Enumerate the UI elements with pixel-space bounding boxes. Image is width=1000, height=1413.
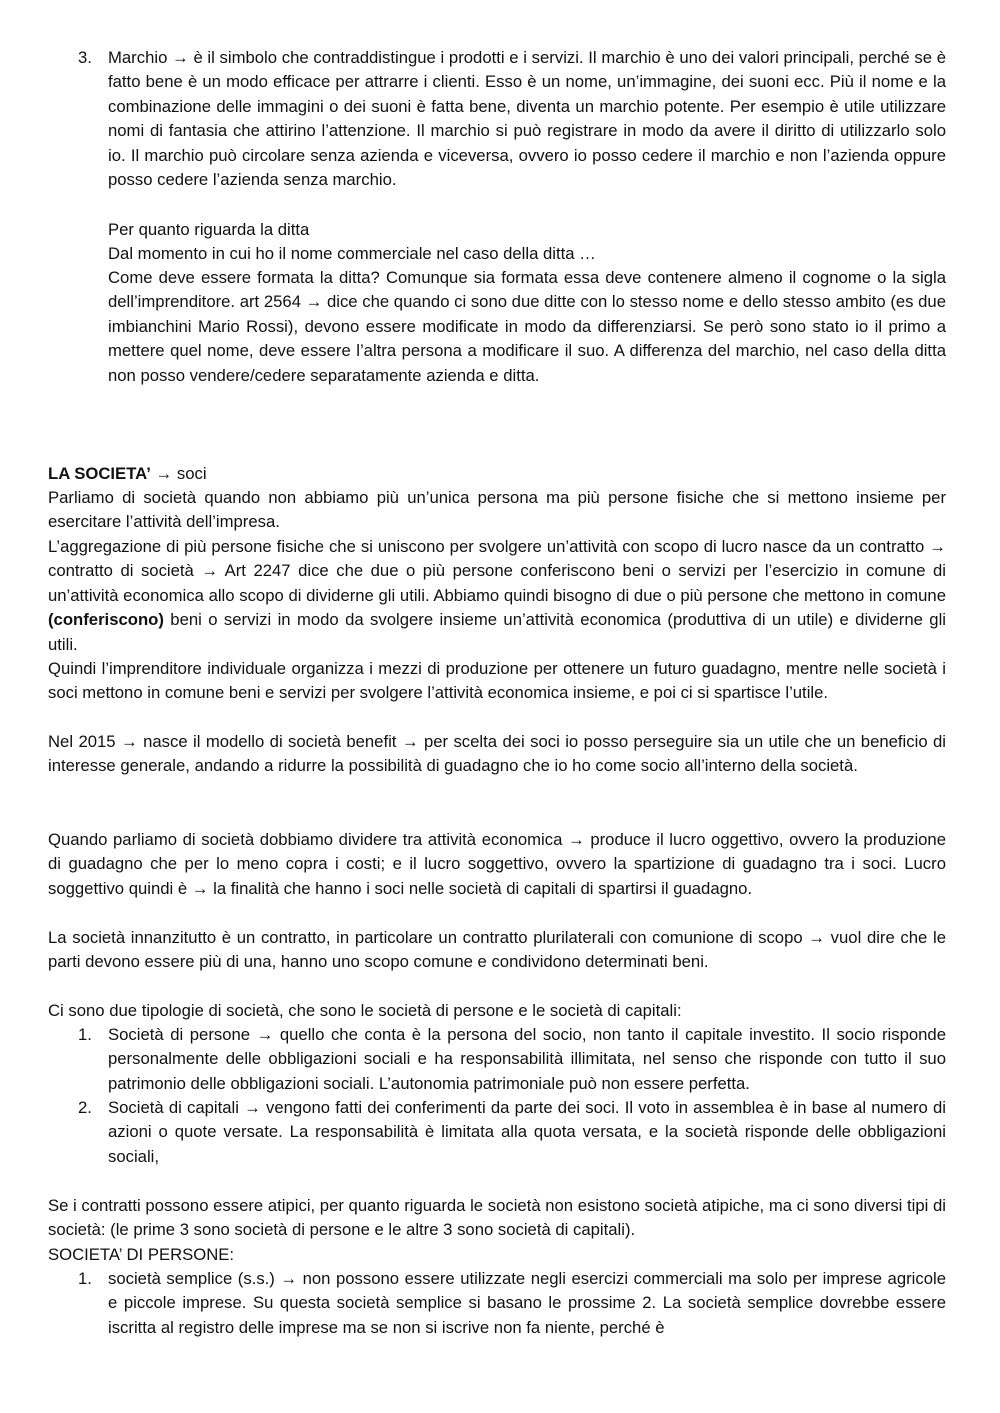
paragraph-2-bold: (conferiscono) bbox=[48, 610, 164, 630]
paragraph-5: Quando parliamo di società dobbiamo dividere tra attività economica → produce il lucro oggettivo, ovvero la produzione di guadagno che per lo meno copra i costi; e il lucro soggettivo, ovvero la spartizione di guadagno tra i soci. Lucro soggettivo quindi è → la finalità che hanno i soci nelle società di capitali di spartirsi il guadagno. bbox=[48, 830, 946, 898]
paragraph-7: Ci sono due tipologie di società, che sono le società di persone e le società di capitali: bbox=[48, 1001, 682, 1020]
list-number: 1. bbox=[78, 1025, 92, 1044]
section-heading-rest: → soci bbox=[150, 464, 207, 483]
list-item-societa-capitali bbox=[78, 1096, 946, 1169]
section-heading-bold: LA SOCIETA’ bbox=[48, 464, 151, 483]
list-number: 1. bbox=[78, 1269, 92, 1288]
ditta-paragraph: Come deve essere formata la ditta? Comunque sia formata essa deve contenere almeno il cognome o la sigla dell’imprenditore. art 2564 → dice che quando ci sono due ditte con lo stesso nome e dello stesso ambito (es due imbianchini Mario Rossi), devono essere modificate in modo da differenziarsi. Se però sono stato io il primo a mettere quel nome, deve essere l’altra persona a modificare il suo. A differenza del marchio, nel caso della ditta non posso vendere/cedere separatamente azienda e ditta. bbox=[108, 268, 946, 385]
paragraph-2-after: beni o servizi in modo da svolgere insieme un’attività economica (produttiva di un utile) e dividerne gli utili. bbox=[48, 610, 946, 654]
paragraph-3: Quindi l’imprenditore individuale organizza i mezzi di produzione per ottenere un futuro guadagno, mentre nelle società i soci mettono in comune beni e servizi per svolgere l’attività economica insieme, e poi ci si spartisce l’utile. bbox=[48, 659, 946, 703]
ditta-line-1: Per quanto riguarda la ditta bbox=[108, 220, 310, 239]
list-item-societa-semplice bbox=[78, 1267, 946, 1340]
list-number: 2. bbox=[78, 1098, 92, 1117]
section-heading bbox=[48, 462, 946, 486]
list-number: 3. bbox=[78, 48, 92, 67]
paragraph-2-before: L’aggregazione di più persone fisiche che si uniscono per svolgere un’attività con scopo di lucro nasce da un contratto → contratto di società → Art 2247 dice che due o più persone conferiscono beni o servizi per l’esercizio in comune di un’attività economica allo scopo di dividerne gli utili. Abbiamo quindi bisogno di due o più persone che mettono in comune bbox=[48, 537, 946, 605]
paragraph-4: Nel 2015 → nasce il modello di società benefit → per scelta dei soci io posso perseguire sia un utile che un beneficio di interesse generale, andando a ridurre la possibilità di guadagno che io ho come socio all’interno della società. bbox=[48, 732, 946, 776]
paragraph-2 bbox=[48, 535, 946, 657]
marchio-paragraph: Marchio → è il simbolo che contraddistingue i prodotti e i servizi. Il marchio è uno dei valori principali, perché se è fatto bene è un modo efficace per attrarre i clienti. Esso è un nome, un’immagine, dei suoni ecc. Più il nome e la combinazione delle immagini o dei suoni è fatta bene, diventa un marchio potente. Per esempio è utile utilizzare nomi di fantasia che attirino l’attenzione. Il marchio si può registrare in modo da avere il diritto di utilizzarlo solo io. Il marchio può circolare senza azienda e viceversa, ovvero io posso cedere il marchio e non l’azienda oppure posso cedere l’azienda senza marchio. bbox=[108, 48, 946, 190]
list-item-text: società semplice (s.s.) → non possono essere utilizzate negli esercizi commerciali ma solo per imprese agricole e piccole imprese. Su questa società semplice si basano le prossime 2. La società semplice dovrebbe essere iscritta al registro delle imprese ma se non si iscrive non fa niente, perché è bbox=[108, 1269, 946, 1337]
list-item-text: Società di capitali → vengono fatti dei conferimenti da parte dei soci. Il voto in assemblea è in base al numero di azioni o quote versate. La responsabilità è limitata alla quota versata, e la società risponde delle obbligazioni sociali, bbox=[108, 1098, 946, 1166]
paragraph-8: Se i contratti possono essere atipici, per quanto riguarda le società non esistono società atipiche, ma ci sono diversi tipi di società: (le prime 3 sono società di persone e le altre 3 sono società di capitali). bbox=[48, 1196, 946, 1240]
list-item-marchio bbox=[78, 46, 946, 192]
subheading-societa-persone: SOCIETA’ DI PERSONE: bbox=[48, 1245, 235, 1264]
list-item-societa-persone bbox=[78, 1023, 946, 1096]
paragraph-1: Parliamo di società quando non abbiamo più un’unica persona ma più persone fisiche che si mettono insieme per esercitare l’attività dell’impresa. bbox=[48, 488, 946, 532]
ditta-line-2: Dal momento in cui ho il nome commerciale nel caso della ditta … bbox=[108, 244, 596, 263]
paragraph-6: La società innanzitutto è un contratto, in particolare un contratto plurilaterali con comunione di scopo → vuol dire che le parti devono essere più di una, hanno uno scopo comune e condividono determinati beni. bbox=[48, 928, 946, 972]
list-item-text: Società di persone → quello che conta è la persona del socio, non tanto il capitale investito. Il socio risponde personalmente delle obbligazioni sociali e ha responsabilità illimitata, nel senso che risponde con tutto il suo patrimonio delle obbligazioni sociali. L’autonomia patrimoniale può non essere perfetta. bbox=[108, 1025, 946, 1093]
